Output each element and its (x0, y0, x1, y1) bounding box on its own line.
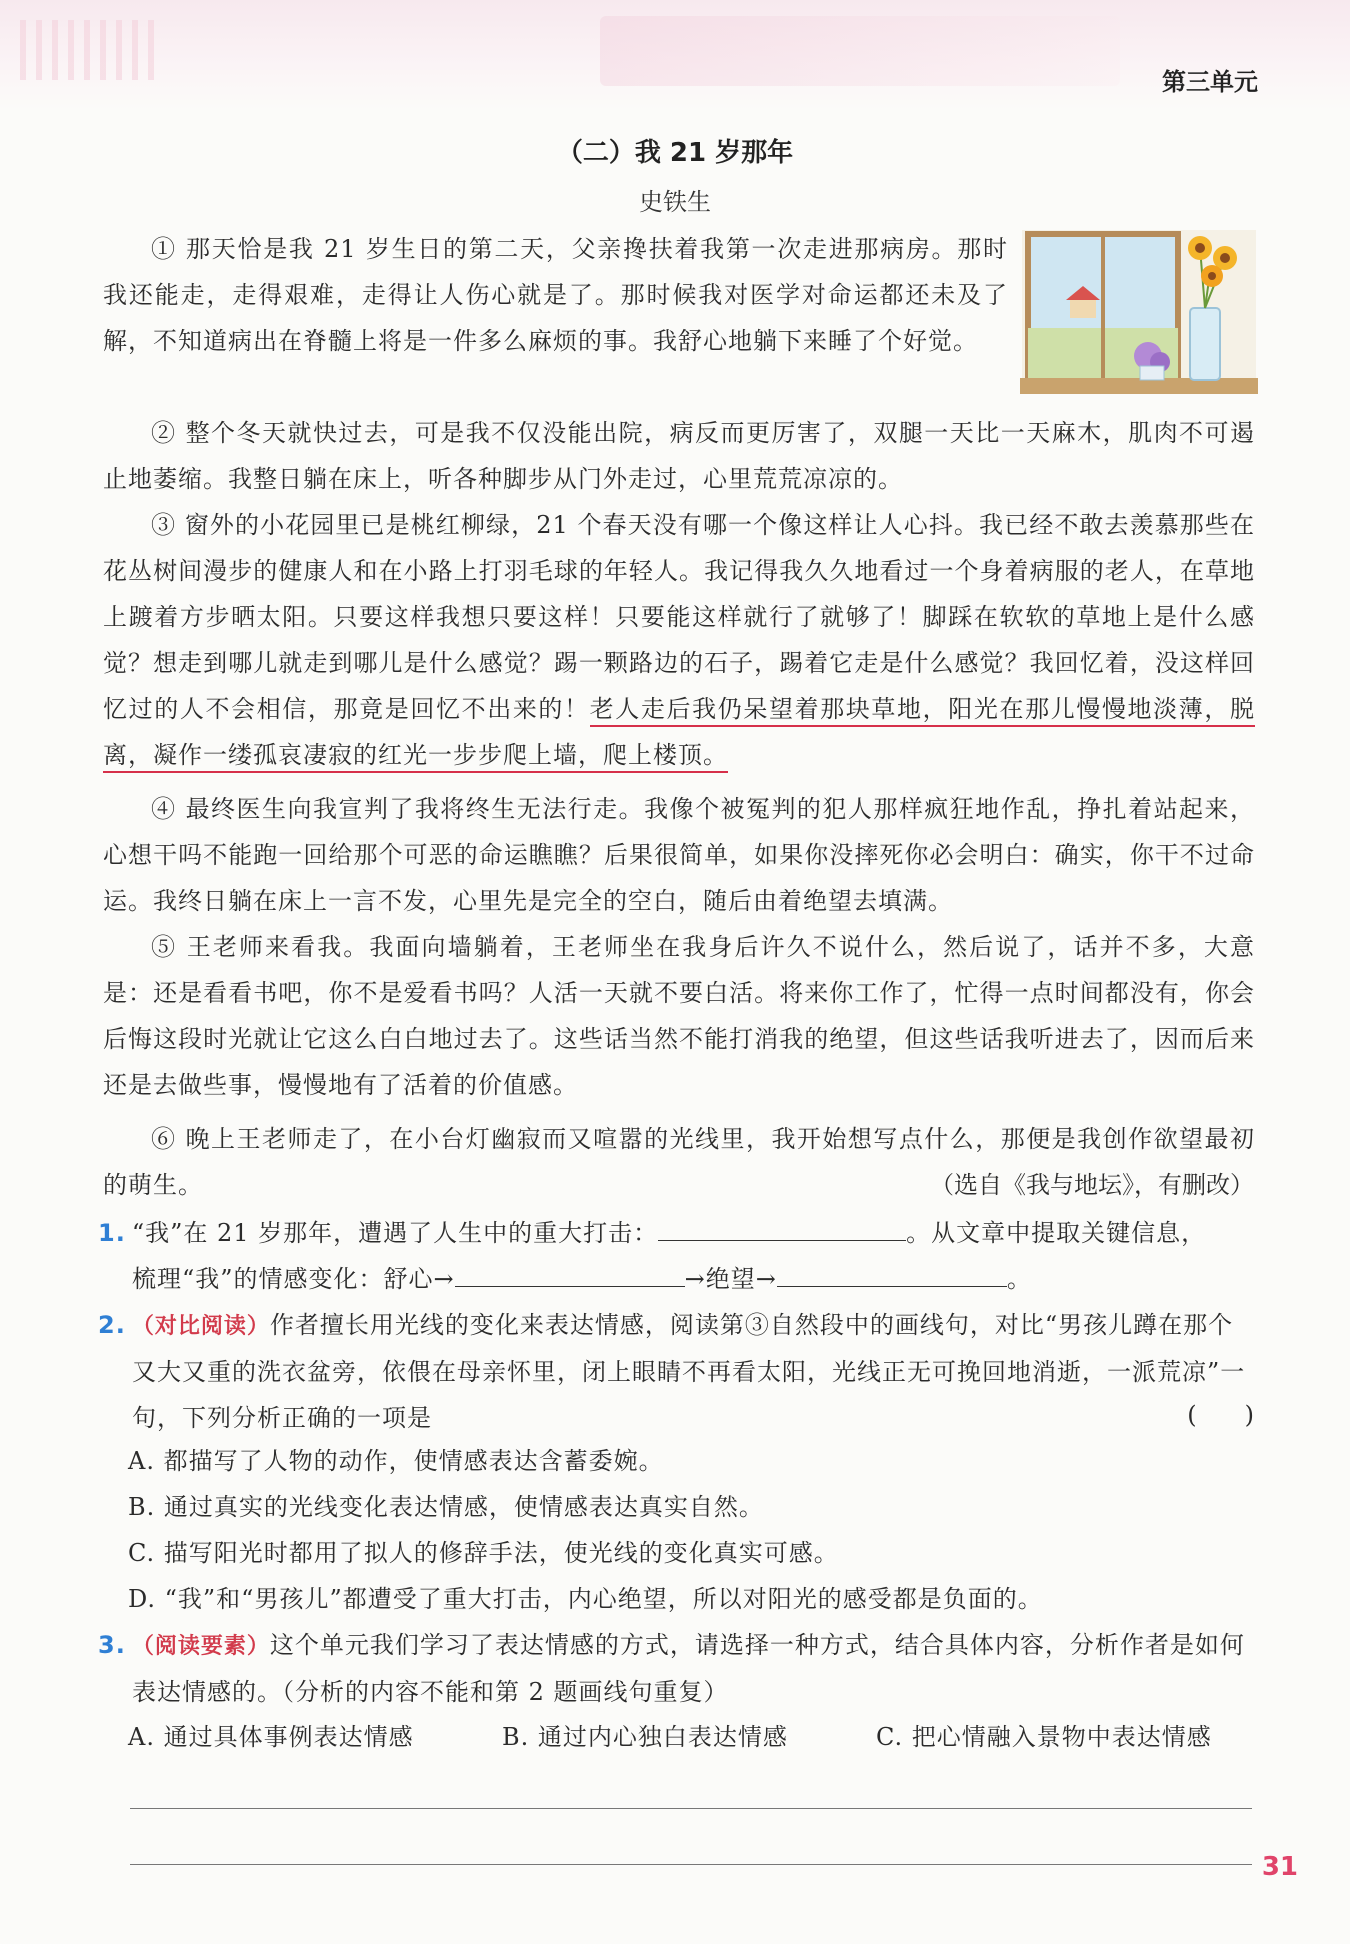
paragraph-1: ① 那天恰是我 21 岁生日的第二天，父亲搀扶着我第一次走进那病房。那时我还能走，走得艰难，走得让人伤心就是了。那时候我对医学对命运都还未及了解，不知道病出在脊髓上将是一件多么麻烦的事。我舒心地躺下来睡了个好觉。 (103, 235, 1008, 355)
answer-line[interactable] (130, 1864, 1252, 1865)
paragraph-6: ⑥ 晚上王老师走了，在小台灯幽寂而又喧嚣的光线里，我开始想写点什么，那便是我创作欲望最初的萌生。 (103, 1125, 1255, 1199)
header-band (0, 0, 1350, 110)
option-c[interactable]: C. 描写阳光时都用了拟人的修辞手法，使光线的变化真实可感。 (128, 1539, 839, 1567)
paragraph-5: ⑤ 王老师来看我。我面向墙躺着，王老师坐在我身后许久不说什么，然后说了，话并不多，大意是：还是看看书吧，你不是爱看书吗？人活一天就不要白活。将来你工作了，忙得一点时间都没有，你会后悔这段时光就让它这么白白地过去了。这些话当然不能打消我的绝望，但这些话我听进去了，因而后来还是去做些事，慢慢地有了活着的价值感。 (103, 933, 1255, 1099)
article-title: （二）我 21 岁那年 (556, 138, 794, 168)
question-number: 3. (98, 1631, 126, 1659)
header-decoration-banner (600, 16, 1120, 86)
question-1-text-b: 。从文章中提取关键信息， (906, 1219, 1207, 1247)
question-1-text: “我”在 21 岁那年，遭遇了人生中的重大打击： (131, 1219, 659, 1247)
option-d[interactable]: D. “我”和“男孩儿”都遭受了重大打击，内心绝望，所以对阳光的感受都是负面的。 (128, 1585, 1043, 1613)
option-b[interactable]: B. 通过真实的光线变化表达情感，使情感表达真实自然。 (128, 1493, 764, 1521)
option-b[interactable]: B. 通过内心独白表达情感 (502, 1723, 788, 1751)
unit-label: 第三单元 (1162, 68, 1258, 96)
question-tag: （对比阅读） (131, 1313, 270, 1339)
question-1-text-e: 。 (1006, 1265, 1032, 1293)
question-3 (98, 1622, 1250, 1715)
option-a[interactable]: A. 都描写了人物的动作，使情感表达含蓄委婉。 (128, 1447, 664, 1475)
question-number: 1. (98, 1219, 126, 1247)
answer-line[interactable] (130, 1808, 1252, 1809)
article-author: 史铁生 (639, 188, 711, 216)
underlined-sentence: 老人走后我仍呆望着那块草地，阳光在那儿慢慢地淡薄，脱离，凝作一缕孤哀凄寂的红光一步步爬上墙，爬上楼顶。 (103, 695, 1255, 773)
header-decoration (20, 20, 160, 80)
paragraph-2: ② 整个冬天就快过去，可是我不仅没能出院，病反而更厉害了，双腿一天比一天麻木，肌肉不可遏止地萎缩。我整日躺在床上，听各种脚步从门外走过，心里荒荒凉凉的。 (103, 419, 1255, 493)
question-number: 2. (98, 1311, 126, 1339)
question-1-text-c: 梳理“我”的情感变化：舒心→ (132, 1265, 455, 1293)
option-a[interactable]: A. 通过具体事例表达情感 (128, 1723, 414, 1751)
question-2-text: 作者擅长用光线的变化来表达情感，阅读第③自然段中的画线句，对比“男孩儿蹲在那个又大又重的洗衣盆旁，依偎在母亲怀里，闭上眼睛不再看太阳，光线正无可挽回地消逝，一派荒凉”一句，下列分析正确的一项是 (132, 1311, 1246, 1432)
question-1 (98, 1210, 1258, 1302)
answer-bracket[interactable]: ( ) (1187, 1401, 1254, 1429)
answer-blank-1[interactable] (658, 1214, 906, 1241)
answer-blank-3[interactable] (777, 1260, 1007, 1287)
paragraph-3-text: ③ 窗外的小花园里已是桃红柳绿，21 个春天没有哪一个像这样让人心抖。我已经不敢去羡慕那些在花丛树间漫步的健康人和在小路上打羽毛球的年轻人。我记得我久久地看过一个身着病服的老人，在草地上踱着方步晒太阳。只要这样我想只要这样！只要能这样就行了就够了！脚踩在软软的草地上是什么感觉？想走到哪儿就走到哪儿是什么感觉？踢一颗路边的石子，踢着它走是什么感觉？我回忆着，没这样回忆过的人不会相信，那竟是回忆不出来的！ (103, 511, 1255, 723)
question-2 (98, 1302, 1250, 1441)
page-number: 31 (1261, 1852, 1298, 1882)
option-c[interactable]: C. 把心情融入景物中表达情感 (876, 1723, 1212, 1751)
question-3-text: 这个单元我们学习了表达情感的方式，请选择一种方式，结合具体内容，分析作者是如何表达情感的。（分析的内容不能和第 2 题画线句重复） (132, 1631, 1245, 1706)
source-note: （选自《我与地坛》，有删改） (930, 1171, 1254, 1199)
paragraph-4: ④ 最终医生向我宣判了我将终生无法行走。我像个被冤判的犯人那样疯狂地作乱，挣扎着站起来，心想干吗不能跑一回给那个可恶的命运瞧瞧？后果很简单，如果你没摔死你必会明白：确实，你干不过命运。我终日躺在床上一言不发，心里先是完全的空白，随后由着绝望去填满。 (103, 795, 1255, 915)
question-1-text-d: →绝望→ (684, 1265, 777, 1293)
answer-blank-2[interactable] (455, 1260, 685, 1287)
question-tag: （阅读要素） (131, 1633, 270, 1659)
paragraph-3 (103, 502, 1255, 778)
window-sunflower-illustration (1020, 228, 1258, 396)
